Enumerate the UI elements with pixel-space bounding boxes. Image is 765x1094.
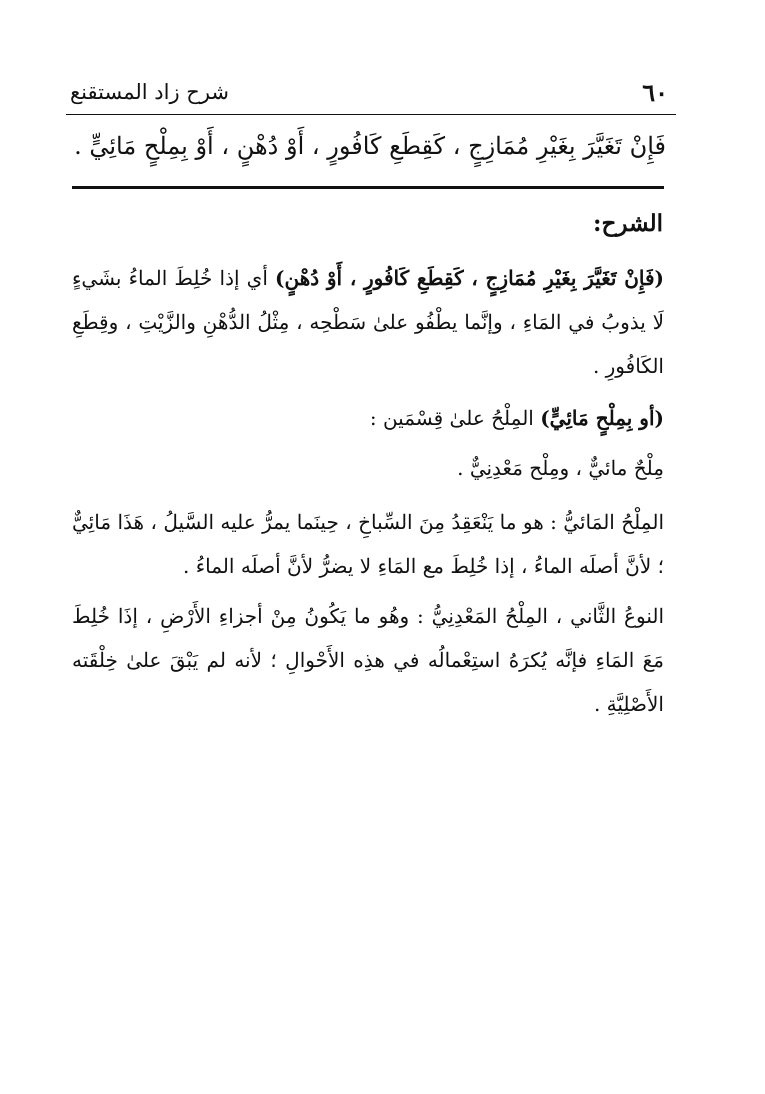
- quoted-matn-2: (أو بِمِلْحٍ مَائِيٍّ): [540, 406, 664, 430]
- book-title: شرح زاد المستقنع: [70, 80, 229, 104]
- sharh-paragraph-1: [72, 256, 664, 388]
- sharh-paragraph-5: النوعُ الثَّاني ، المِلْحُ المَعْدِنِيُّ : وهُو ما يَكُونُ مِنْ أجزاءِ الأَرْضِ ، إذَا خُلِطَ مَعَ المَاءِ فإنَّه يُكرَهُ استِعْمالُه في هذِه الأَحْوالِ ؛ لأنه لم يَبْقَ علىٰ خِلْقَته الأَصْلِيَّةِ .: [72, 604, 664, 716]
- page-number: ٦٠: [642, 78, 668, 107]
- paragraph-1-text: أي إذا خُلِطَ الماءُ بشَيءٍ لَا يذوبُ في المَاءِ ، وإنَّما يطْفُو علىٰ سَطْحِه ، مِثْلُ الدُّهْنِ والزَّيْتِ ، وقِطَعِ الكَافُورِ .: [72, 266, 664, 378]
- sharh-paragraph-3: مِلْحٌ مائيٌّ ، ومِلْح مَعْدِنِيٌّ .: [457, 456, 664, 480]
- sharh-paragraph-4: المِلْحُ المَائيُّ : هو ما يَنْعَقِدُ مِنَ السِّباخِ ، حِينَما يمرُّ عليه السَّيلُ ، هَذَا مَائِيٌّ ؛ لأنَّ أصلَه الماءُ ، إذا خُلِطَ مع المَاءِ لا يضرُّ لأنَّ أصلَه الماءُ .: [72, 510, 664, 578]
- sharh-paragraph-2: [104, 396, 664, 440]
- matn-divider: [72, 186, 664, 189]
- matn-text: فَإِنْ تَغَيَّرَ بِغَيْرِ مُمَازِجٍ ، كَقِطَعِ كَافُورٍ ، أَوْ دُهْنٍ ، أَوْ بِمِلْحٍ مَائِيٍّ .: [74, 132, 666, 160]
- running-header: [66, 74, 676, 115]
- paragraph-2-text: المِلْحُ علىٰ قِسْمَين :: [369, 406, 541, 430]
- quoted-matn-1: (فَإِنْ تَغَيَّرَ بِغَيْرِ مُمَازِجٍ ، كَقِطَعِ كَافُورٍ ، أَوْ دُهْنٍ): [275, 266, 664, 290]
- sharh-heading: الشرح:: [593, 210, 663, 237]
